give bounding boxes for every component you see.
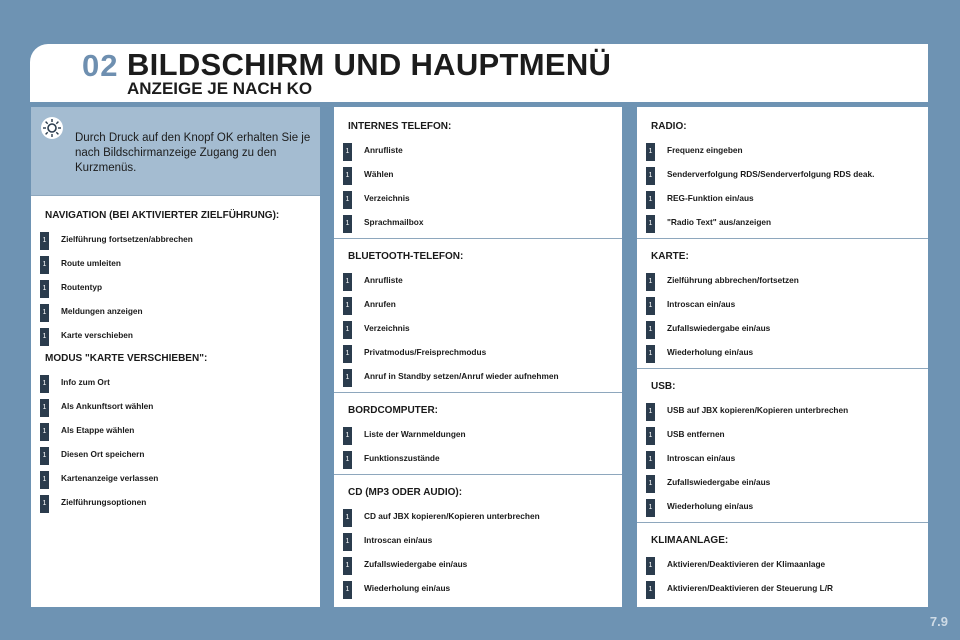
level-badge: 1	[343, 533, 352, 551]
menu-item	[334, 186, 622, 210]
page-number: 7.9	[929, 614, 948, 629]
menu-item	[637, 210, 928, 234]
level-badge: 1	[343, 581, 352, 599]
chapter-number: 02	[82, 48, 119, 83]
section-title: RADIO:	[651, 121, 687, 132]
menu-item-label: Zielführung fortsetzen/abbrechen	[61, 234, 193, 244]
column-middle-sections	[334, 107, 622, 600]
menu-section	[637, 529, 928, 600]
menu-item	[31, 466, 320, 490]
level-badge: 1	[646, 427, 655, 445]
menu-item-label: Funktionszustände	[364, 453, 440, 463]
level-badge: 1	[343, 451, 352, 469]
menu-item-label: REG-Funktion ein/aus	[667, 193, 754, 203]
menu-item-label: Aktivieren/Deaktivieren der Klimaanlage	[667, 559, 826, 569]
menu-item-label: Verzeichnis	[364, 323, 410, 333]
level-badge: 1	[646, 215, 655, 233]
level-badge: 1	[646, 191, 655, 209]
level-badge: 1	[646, 581, 655, 599]
menu-item-label: Zufallswiedergabe ein/aus	[364, 559, 468, 569]
level-badge: 1	[646, 143, 655, 161]
menu-item	[31, 418, 320, 442]
menu-item-label: Frequenz eingeben	[667, 145, 743, 155]
level-badge: 1	[40, 375, 49, 393]
menu-item-label: Als Ankunftsort wählen	[61, 401, 154, 411]
menu-item-label: Wiederholung ein/aus	[667, 501, 754, 511]
level-badge: 1	[646, 167, 655, 185]
menu-item-label: Routentyp	[61, 282, 103, 292]
level-badge: 1	[646, 345, 655, 363]
menu-item	[334, 552, 622, 576]
menu-item	[31, 299, 320, 323]
menu-item	[637, 398, 928, 422]
menu-item	[637, 494, 928, 518]
menu-item-label: CD auf JBX kopieren/Kopieren unterbrechen	[364, 511, 540, 521]
menu-section	[637, 245, 928, 364]
menu-item-label: Liste der Warnmeldungen	[364, 429, 466, 439]
menu-item	[334, 504, 622, 528]
section-divider	[334, 392, 622, 393]
section-title: KLIMAANLAGE:	[651, 535, 729, 546]
menu-item	[637, 470, 928, 494]
menu-item-label: Zielführungsoptionen	[61, 497, 147, 507]
section-divider	[334, 474, 622, 475]
menu-section	[334, 115, 622, 234]
menu-item-label: "Radio Text" aus/anzeigen	[667, 217, 772, 227]
level-badge: 1	[343, 215, 352, 233]
level-badge: 1	[646, 321, 655, 339]
level-badge: 1	[40, 304, 49, 322]
level-badge: 1	[343, 273, 352, 291]
section-divider	[334, 238, 622, 239]
level-badge: 1	[646, 557, 655, 575]
section-title: USB:	[651, 381, 676, 392]
column-right	[637, 107, 928, 607]
column-left-sections	[31, 196, 320, 514]
menu-item-label: Zufallswiedergabe ein/aus	[667, 477, 771, 487]
level-badge: 1	[40, 280, 49, 298]
level-badge: 1	[343, 191, 352, 209]
menu-item	[334, 210, 622, 234]
menu-item-label: Verzeichnis	[364, 193, 410, 203]
menu-item	[637, 292, 928, 316]
menu-item-label: Wählen	[364, 169, 394, 179]
menu-item	[334, 316, 622, 340]
menu-item	[334, 576, 622, 600]
level-badge: 1	[343, 557, 352, 575]
menu-item-label: Senderverfolgung RDS/Senderverfolgung RDS deak.	[667, 169, 875, 179]
level-badge: 1	[343, 345, 352, 363]
menu-section	[31, 347, 320, 514]
sun-icon	[41, 117, 63, 139]
menu-item	[31, 275, 320, 299]
menu-item-label: Wiederholung ein/aus	[667, 347, 754, 357]
level-badge: 1	[343, 297, 352, 315]
menu-section	[334, 399, 622, 470]
menu-item-label: Introscan ein/aus	[667, 299, 736, 309]
menu-item-label: Wiederholung ein/aus	[364, 583, 451, 593]
menu-item	[334, 446, 622, 470]
section-title: BLUETOOTH-TELEFON:	[348, 251, 464, 262]
section-title: INTERNES TELEFON:	[348, 121, 452, 132]
section-divider	[637, 368, 928, 369]
level-badge: 1	[40, 328, 49, 346]
menu-item	[637, 162, 928, 186]
menu-item-label: Introscan ein/aus	[364, 535, 433, 545]
info-text: Durch Druck auf den Knopf OK erhalten Sie je nach Bildschirmanzeige Zugang zu den Kurzmenüs.	[75, 132, 311, 174]
menu-item	[637, 138, 928, 162]
menu-item-label: Kartenanzeige verlassen	[61, 473, 159, 483]
menu-item-label: Route umleiten	[61, 258, 121, 268]
menu-item-label: Zufallswiedergabe ein/aus	[667, 323, 771, 333]
column-middle	[334, 107, 622, 607]
page-subtitle: ANZEIGE JE NACH KO	[127, 79, 313, 98]
menu-section	[637, 375, 928, 518]
level-badge: 1	[343, 369, 352, 387]
level-badge: 1	[646, 475, 655, 493]
menu-item	[637, 316, 928, 340]
menu-item	[31, 442, 320, 466]
menu-item	[334, 292, 622, 316]
level-badge: 1	[646, 273, 655, 291]
level-badge: 1	[343, 509, 352, 527]
menu-item	[637, 422, 928, 446]
menu-item	[637, 268, 928, 292]
page-title: BILDSCHIRM UND HAUPTMENÜ	[127, 47, 612, 82]
level-badge: 1	[343, 143, 352, 161]
menu-item	[334, 138, 622, 162]
section-title: MODUS "KARTE VERSCHIEBEN":	[45, 353, 208, 364]
level-badge: 1	[40, 399, 49, 417]
menu-item	[334, 422, 622, 446]
menu-item	[334, 268, 622, 292]
level-badge: 1	[646, 499, 655, 517]
menu-item-label: Karte verschieben	[61, 330, 133, 340]
level-badge: 1	[646, 297, 655, 315]
menu-item	[31, 370, 320, 394]
menu-item	[31, 251, 320, 275]
menu-item	[334, 528, 622, 552]
menu-item	[637, 186, 928, 210]
menu-item	[31, 490, 320, 514]
menu-item	[637, 576, 928, 600]
column-right-sections	[637, 107, 928, 600]
menu-item	[637, 446, 928, 470]
menu-item-label: Aktivieren/Deaktivieren der Steuerung L/R	[667, 583, 833, 593]
column-left	[31, 107, 320, 607]
menu-item-label: Meldungen anzeigen	[61, 306, 143, 316]
level-badge: 1	[40, 232, 49, 250]
menu-item-label: Diesen Ort speichern	[61, 449, 145, 459]
section-title: KARTE:	[651, 251, 689, 262]
menu-section	[334, 245, 622, 388]
menu-item-label: Anrufen	[364, 299, 396, 309]
menu-item-label: Anrufliste	[364, 275, 403, 285]
level-badge: 1	[343, 321, 352, 339]
menu-item-label: Introscan ein/aus	[667, 453, 736, 463]
level-badge: 1	[646, 403, 655, 421]
menu-item	[334, 162, 622, 186]
menu-item	[31, 227, 320, 251]
menu-item	[31, 323, 320, 347]
menu-item-label: Anrufliste	[364, 145, 403, 155]
menu-item	[637, 552, 928, 576]
menu-section	[334, 481, 622, 600]
info-box	[31, 107, 320, 196]
level-badge: 1	[343, 427, 352, 445]
menu-item	[334, 364, 622, 388]
menu-item-label: Zielführung abbrechen/fortsetzen	[667, 275, 799, 285]
section-divider	[637, 238, 928, 239]
menu-item-label: USB entfernen	[667, 429, 725, 439]
level-badge: 1	[40, 495, 49, 513]
menu-item-label: Privatmodus/Freisprechmodus	[364, 347, 487, 357]
level-badge: 1	[40, 423, 49, 441]
menu-item-label: Als Etappe wählen	[61, 425, 135, 435]
section-divider	[637, 522, 928, 523]
menu-item-label: Anruf in Standby setzen/Anruf wieder aufnehmen	[364, 371, 559, 381]
menu-item-label: Sprachmailbox	[364, 217, 424, 227]
section-title: NAVIGATION (BEI AKTIVIERTER ZIELFÜHRUNG):	[45, 210, 280, 221]
level-badge: 1	[646, 451, 655, 469]
menu-item	[637, 340, 928, 364]
level-badge: 1	[40, 256, 49, 274]
menu-item-label: Info zum Ort	[61, 377, 110, 387]
menu-section	[637, 115, 928, 234]
level-badge: 1	[40, 447, 49, 465]
menu-item	[31, 394, 320, 418]
section-title: BORDCOMPUTER:	[348, 405, 438, 416]
menu-item-label: USB auf JBX kopieren/Kopieren unterbrechen	[667, 405, 849, 415]
level-badge: 1	[343, 167, 352, 185]
level-badge: 1	[40, 471, 49, 489]
menu-item	[334, 340, 622, 364]
section-title: CD (MP3 ODER AUDIO):	[348, 487, 463, 498]
menu-section	[31, 204, 320, 347]
